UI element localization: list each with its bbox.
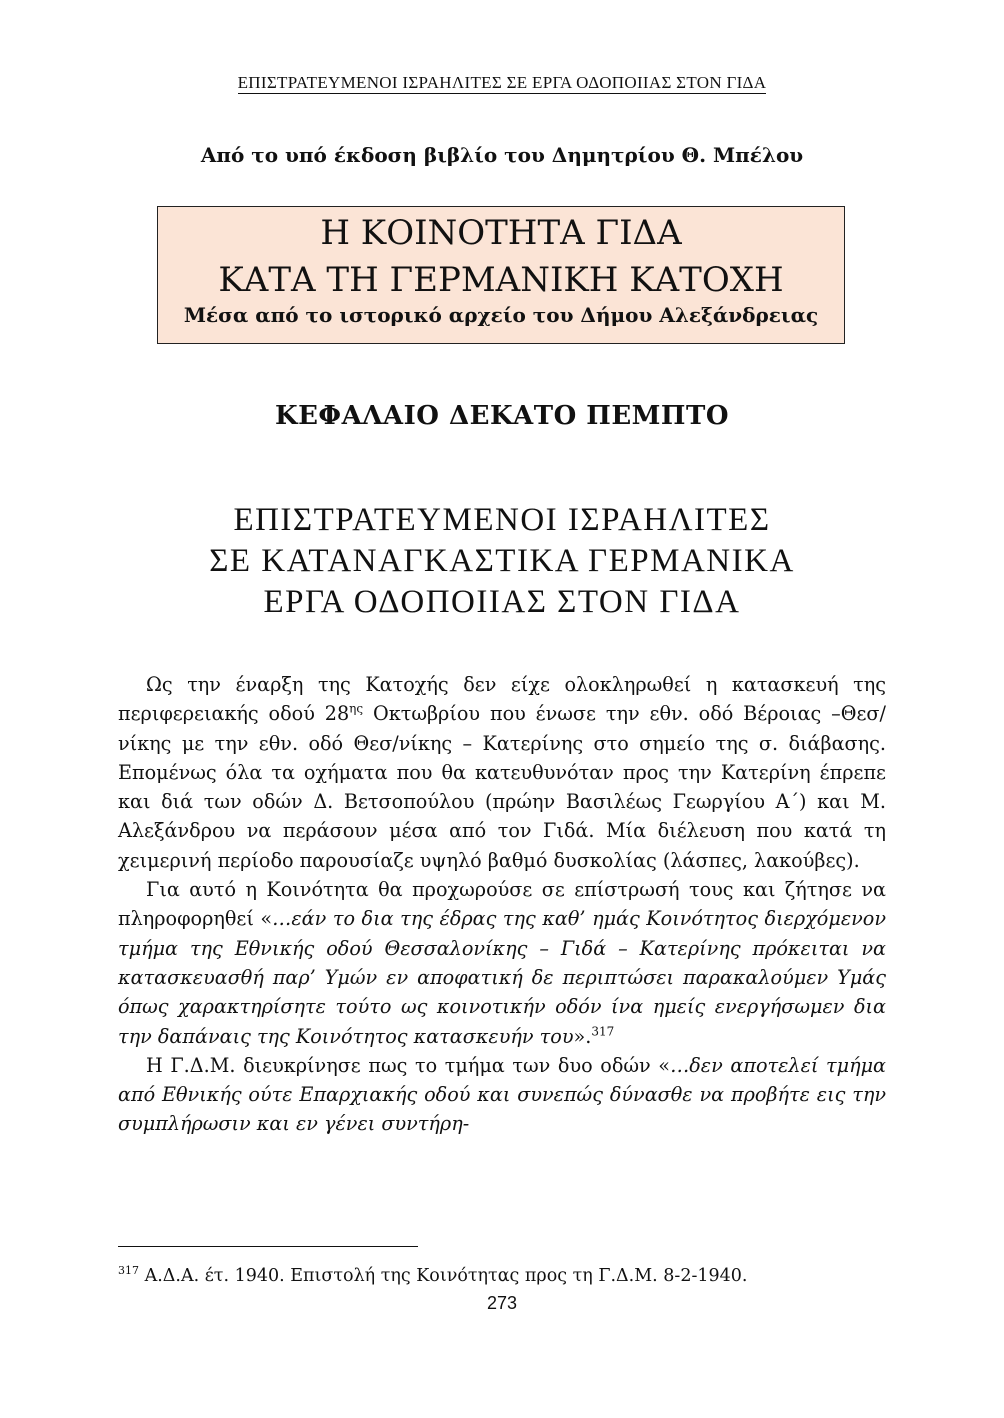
- chapter-title-line-2: ΣΕ ΚΑΤΑΝΑΓΚΑΣΤΙΚΑ ΓΕΡΜΑΝΙΚΑ: [209, 543, 795, 579]
- chapter-label: ΚΕΦΑΛΑΙΟ ΔΕΚΑΤΟ ΠΕΜΠΤΟ: [275, 401, 729, 431]
- chapter-title-line-3: ΕΡΓΑ ΟΔΟΠΟΙΙΑΣ ΣΤΟΝ ΓΙΔΑ: [263, 584, 741, 620]
- paragraph-3: [118, 1051, 886, 1139]
- paragraph-1-part-a: Ως την έναρξη της Κατοχής δεν είχε ολοκληρωθεί η κατασκευή της περιφερειακής οδού 28: [118, 673, 886, 726]
- footnote-divider: [118, 1246, 418, 1247]
- paragraph-2-part-b: ».: [573, 1024, 592, 1048]
- chapter-title: [0, 500, 1004, 623]
- book-subtitle: Μέσα από το ιστορικό αρχείο του Δήμου Αλεξάνδρειας: [183, 303, 819, 327]
- footnote-number: 317: [118, 1264, 139, 1278]
- paragraph-2-quote: …εάν το δια της έδρας της καθ’ ημάς Κοινότητος διερχόμενον τμήμα της Εθνικής οδού Θεσσαλονίκης – Γιδά – Κατερίνης πρόκειται να κατασκευασθή παρ’ Υμών εν αποφατική δε περιπτώσει παρακαλούμεν Υμάς όπως χαρακτηρίσητε τούτο ως κοινοτικήν οδόν ίνα ημείς ενεργήσωμεν δια την δαπάναις της Κοινότητος κατασκευήν του: [118, 907, 886, 1048]
- book-title-line-1: Η ΚΟΙΝΟΤΗΤΑ ΓΙΔΑ: [320, 213, 682, 253]
- running-head: [0, 73, 1004, 93]
- paragraph-2-part-a: Για αυτό η Κοινότητα θα προχωρούσε σε επίστρωσή τους και ζήτησε να πληροφορηθεί «: [118, 878, 886, 931]
- paragraph-3-quote: …δεν αποτελεί τμήμα από Εθνικής ούτε Επαρχιακής οδού και συνεπώς δύνασθε να προβήτε εις την συμπλήρωσιν και εν γένει συντήρη-: [118, 1053, 887, 1136]
- source-line: Από το υπό έκδοση βιβλίο του Δημητρίου Θ. Μπέλου: [200, 143, 804, 167]
- footnote: [118, 1266, 886, 1286]
- book-title-box: [157, 206, 845, 344]
- ordinal-superscript: ης: [349, 701, 364, 716]
- paragraph-1-part-b: Οκτωβρίου που ένωσε την εθν. οδό Βέροιας –Θεσ/νίκης με την εθν. οδό Θεσ/νίκης – Κατερίνης στο σημείο της σ. διάβασης. Επομένως όλα τα οχήματα που θα κατευθυνόταν προς την Κατερίνη έπρεπε και διά των οδών Δ. Βετσοπούλου (πρώην Βασιλέως Γεωργίου Α΄) και Μ. Αλεξάνδρου να περάσουν μέσα από τον Γιδά. Μία διέλευση που κατά τη χειμερινή περίοδο παρουσίαζε υψηλό βαθμό δυσκολίας (λάσπες, λακούβες).: [118, 702, 886, 872]
- running-head-text: ΕΠΙΣΤΡΑΤΕΥΜΕΝΟΙ ΙΣΡΑΗΛΙΤΕΣ ΣΕ ΕΡΓΑ ΟΔΟΠΟΙΙΑΣ ΣΤΟΝ ΓΙΔΑ: [237, 73, 767, 92]
- footnote-text: Α.Δ.Α. έτ. 1940. Επιστολή της Κοινότητας προς τη Γ.Δ.Μ. 8-2-1940.: [139, 1266, 748, 1286]
- paragraph-3-part-a: Η Γ.Δ.Μ. διευκρίνησε πως το τμήμα των δυο οδών «: [146, 1053, 671, 1077]
- footnote-reference: 317: [591, 1024, 615, 1039]
- page-number: 273: [486, 1293, 518, 1313]
- book-title-line-2: ΚΑΤΑ ΤΗ ΓΕΡΜΑΝΙΚΗ ΚΑΤΟΧΗ: [218, 260, 784, 300]
- paragraph-2: [118, 875, 886, 1051]
- paragraph-1: [118, 670, 886, 875]
- body-text: [118, 670, 886, 1139]
- chapter-title-line-1: ΕΠΙΣΤΡΑΤΕΥΜΕΝΟΙ ΙΣΡΑΗΛΙΤΕΣ: [233, 502, 771, 538]
